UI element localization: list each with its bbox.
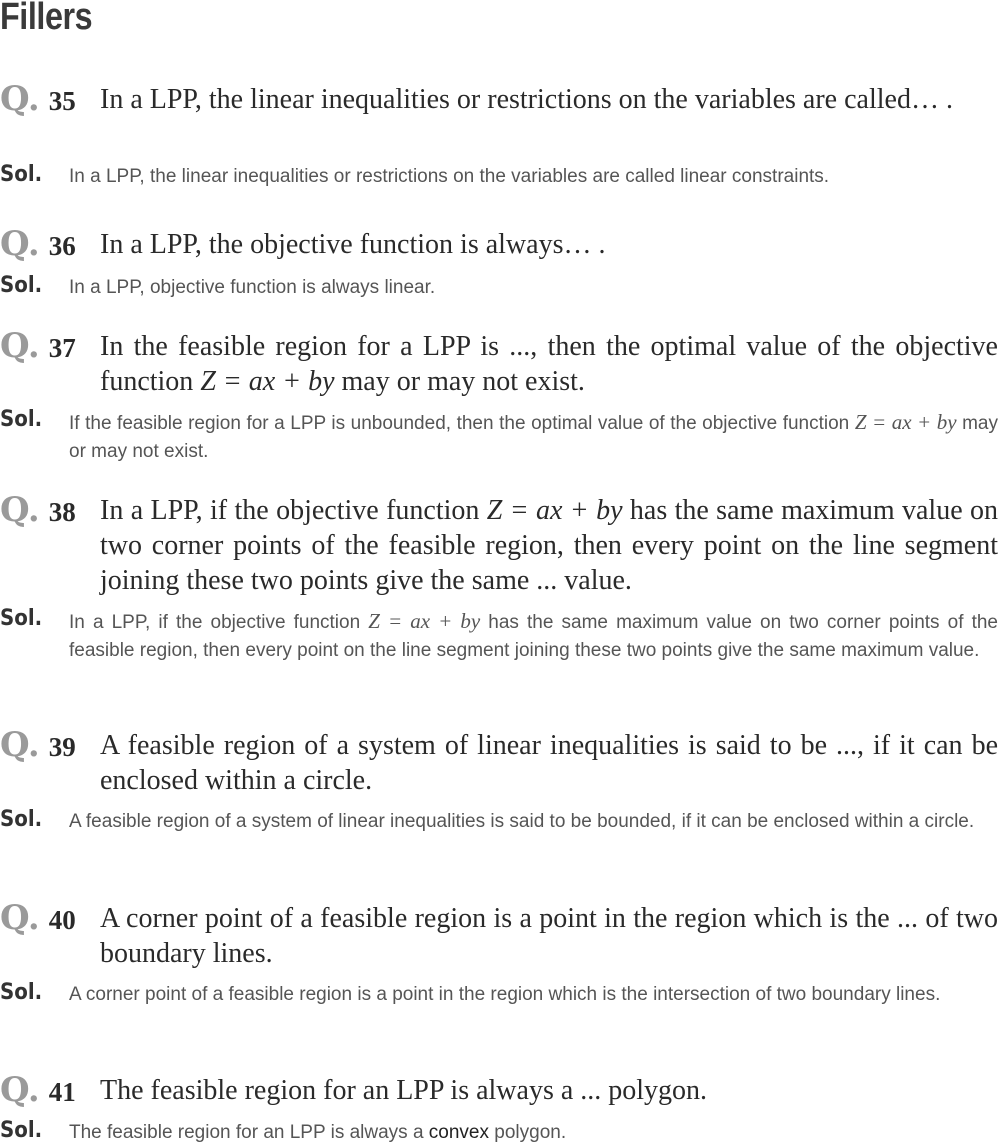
math-expression: Z = ax + by [368, 609, 481, 633]
solution-text: In a LPP, the linear inequalities or restrictions on the variables are called linear constraints. [69, 166, 830, 187]
solution-text: A corner point of a feasible region is a point in the region which is the intersection of two boundary lines. [69, 984, 941, 1005]
solution-text: In a LPP, if the objective function [69, 612, 369, 633]
question-text: In a LPP, the linear inequalities or restrictions on the variables are called… . [100, 84, 953, 115]
question-number: 36 [48, 231, 76, 261]
sol-label: Sol. [0, 980, 43, 1005]
question-number: 35 [48, 86, 76, 116]
sol-label: Sol. [0, 273, 43, 298]
q-label: Q. [0, 898, 40, 938]
q-label: Q. [0, 490, 40, 530]
solution-text: In a LPP, objective function is always linear. [69, 277, 436, 298]
sol-label: Sol. [0, 162, 43, 187]
solution-text: A feasible region of a system of linear inequalities is said to be bounded, if it can be enclosed within a circle. [69, 811, 975, 832]
question-number: 40 [48, 905, 76, 935]
question-35 [0, 79, 998, 119]
question-text: In the feasible region for a LPP is ..., then the optimal value of the objective function [100, 331, 998, 397]
question-text: has the same maximum value on two corner points of the feasible region, then every point on the line segment joining these two points give the same ... value. [100, 495, 998, 596]
question-number: 38 [48, 497, 76, 527]
q-label: Q. [0, 1070, 40, 1110]
math-expression: Z = ax + by [200, 366, 335, 397]
q-label: Q. [0, 224, 40, 264]
question-text: In a LPP, if the objective function [100, 495, 487, 526]
q-label: Q. [0, 79, 40, 119]
question-40 [0, 898, 998, 971]
question-number: 41 [48, 1077, 76, 1107]
solution-41 [0, 1119, 998, 1147]
solution-40 [0, 981, 998, 1009]
solution-text: The feasible region for an LPP is always a [69, 1122, 429, 1143]
sol-label: Sol. [0, 606, 43, 631]
math-expression: Z = ax + by [854, 410, 957, 434]
solution-37 [0, 408, 998, 466]
solution-35 [0, 163, 998, 191]
question-text: may or may not exist. [334, 366, 585, 397]
question-37 [0, 326, 998, 399]
solution-text: polygon. [489, 1122, 567, 1143]
q-label: Q. [0, 725, 40, 765]
math-expression: Z = ax + by [486, 495, 623, 526]
solution-text: may or may not exist. [69, 413, 998, 462]
question-41 [0, 1070, 998, 1110]
solution-38 [0, 607, 998, 665]
question-text: The feasible region for an LPP is always a ... polygon. [100, 1075, 708, 1106]
question-36 [0, 224, 998, 264]
solution-text: has the same maximum value on two corner points of the feasible region, then every point on the line segment joining these two points give the same maximum value. [69, 612, 998, 661]
sol-label: Sol. [0, 1118, 43, 1143]
question-38 [0, 490, 998, 598]
solution-text: If the feasible region for a LPP is unbounded, then the optimal value of the objective function [69, 413, 855, 434]
solution-36 [0, 274, 998, 302]
solution-39 [0, 808, 998, 836]
sol-label: Sol. [0, 407, 43, 432]
question-number: 37 [48, 333, 76, 363]
question-number: 39 [48, 732, 76, 762]
question-text: A corner point of a feasible region is a point in the region which is the ... of two boundary lines. [100, 903, 998, 969]
section-title: Fillers [0, 0, 93, 38]
sol-label: Sol. [0, 807, 43, 832]
question-text: In a LPP, the objective function is always… . [100, 229, 606, 260]
question-text: A feasible region of a system of linear inequalities is said to be ..., if it can be enclosed within a circle. [100, 730, 998, 796]
q-label: Q. [0, 326, 40, 366]
question-39 [0, 725, 998, 798]
answer-bold: convex [428, 1122, 489, 1143]
